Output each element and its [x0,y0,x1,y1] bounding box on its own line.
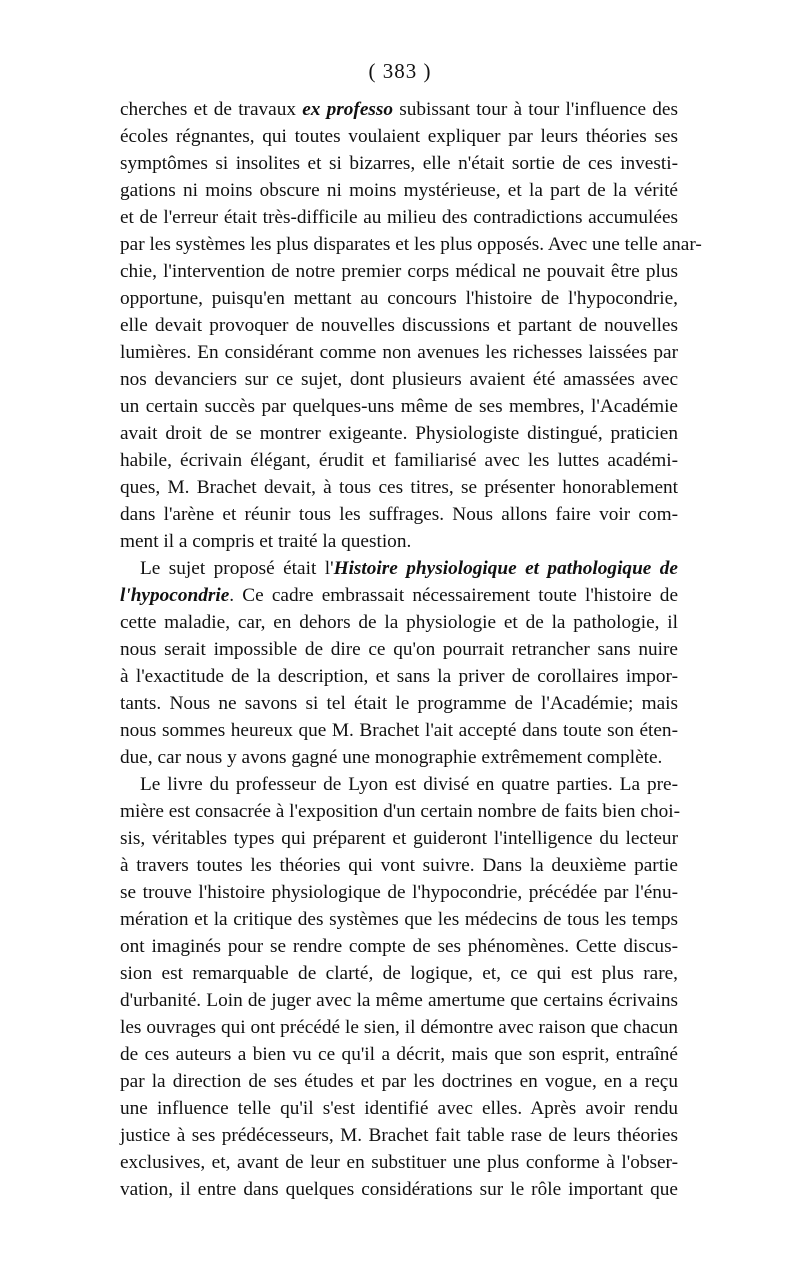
text-line: tants. Nous ne savons si tel était le programme de l'Académie; mais [120,693,678,714]
text-line: à l'exactitude de la description, et sans la priver de corollaires impor- [120,666,678,687]
text-line: et de l'erreur était très-difficile au milieu des contradictions accumulées [120,207,678,228]
text-line: nous serait impossible de dire ce qu'on pourrait retrancher sans nuire [120,639,678,660]
text-line: l'hypocondrie. Ce cadre embrassait nécessairement toute l'histoire de [120,585,678,606]
text-line: avait droit de se montrer exigeante. Physiologiste distingué, praticien [120,423,678,444]
italic-phrase: ex professo [302,99,394,120]
paragraph [120,555,678,771]
text-line: Le sujet proposé était l'Histoire physiologique et pathologique de [140,558,678,579]
page-number: ( 383 ) [368,59,432,83]
text-line: symptômes si insolites et si bizarres, elle n'était sortie de ces investi- [120,153,678,174]
text-line: à travers toutes les théories qui vont suivre. Dans la deuxième partie [120,855,678,876]
text-line: cette maladie, car, en dehors de la physiologie et de la pathologie, il [120,612,678,633]
text-line: cherches et de travaux ex professo subissant tour à tour l'influence des [120,99,678,120]
text-line: mération et la critique des systèmes que les médecins de tous les temps [120,909,678,930]
text-line: nous sommes heureux que M. Brachet l'ait accepté dans toute son éten- [120,720,678,741]
paragraph [120,771,681,1203]
paragraph [120,96,702,555]
text-line: ont imaginés pour se rendre compte de ses phénomènes. Cette discus- [120,936,678,957]
text-line: gations ni moins obscure ni moins mystérieuse, et la part de la vérité [120,180,678,201]
text-line: vation, il entre dans quelques considérations sur le rôle important que [120,1179,678,1200]
text-line: de ces auteurs a bien vu ce qu'il a décrit, mais que son esprit, entraîné [120,1044,678,1065]
text-line: une influence telle qu'il s'est identifié avec elles. Après avoir rendu [120,1098,678,1119]
text-line: écoles régnantes, qui toutes voulaient expliquer par leurs théories ses [120,126,678,147]
body-text [120,96,702,1203]
text-line: habile, écrivain élégant, érudit et familiarisé avec les luttes académi- [120,450,678,471]
text-line: exclusives, et, avant de leur en substituer une plus conforme à l'obser- [120,1152,678,1173]
italic-phrase: l'hypocondrie [120,585,230,606]
text-line: opportune, puisqu'en mettant au concours l'histoire de l'hypocondrie, [120,288,678,309]
text-line: chie, l'intervention de notre premier corps médical ne pouvait être plus [120,261,678,282]
text-line: justice à ses prédécesseurs, M. Brachet fait table rase de leurs théories [120,1125,678,1146]
text-line: ment il a compris et traité la question. [120,531,412,552]
text-line: mière est consacrée à l'exposition d'un certain nombre de faits bien choi- [120,801,681,822]
text-line: un certain succès par quelques-uns même de ses membres, l'Académie [120,396,678,417]
text-line: sion est remarquable de clarté, de logique, et, ce qui est plus rare, [120,963,678,984]
text-line: par la direction de ses études et par les doctrines en vogue, en a reçu [120,1071,678,1092]
italic-phrase: Histoire physiologique et pathologique de [333,558,678,579]
text-line: Le livre du professeur de Lyon est divisé en quatre parties. La pre- [140,774,678,795]
text-line: elle devait provoquer de nouvelles discussions et partant de nouvelles [120,315,678,336]
text-line: sis, véritables types qui préparent et guideront l'intelligence du lecteur [120,828,678,849]
text-line: due, car nous y avons gagné une monographie extrêmement complète. [120,747,663,768]
text-line: nos devanciers sur ce sujet, dont plusieurs avaient été amassées avec [120,369,678,390]
text-line: se trouve l'histoire physiologique de l'hypocondrie, précédée par l'énu- [120,882,678,903]
text-line: d'urbanité. Loin de juger avec la même amertume que certains écrivains [120,990,678,1011]
text-line: ques, M. Brachet devait, à tous ces titres, se présenter honorablement [120,477,678,498]
text-line: dans l'arène et réunir tous les suffrages. Nous allons faire voir com- [120,504,678,525]
text-line: lumières. En considérant comme non avenues les richesses laissées par [120,342,678,363]
text-line: par les systèmes les plus disparates et les plus opposés. Avec une telle anar- [120,234,702,255]
text-line: les ouvrages qui ont précédé le sien, il démontre avec raison que chacun [120,1017,678,1038]
